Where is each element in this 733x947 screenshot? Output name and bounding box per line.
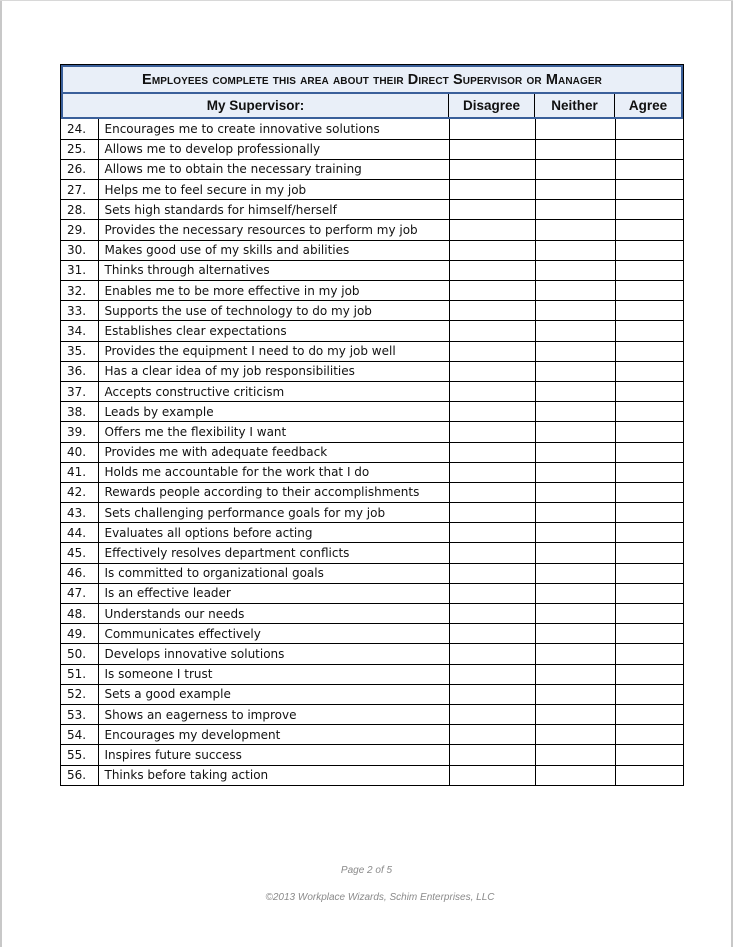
table-row xyxy=(61,644,683,664)
table-row xyxy=(61,442,683,462)
item-number: 43. xyxy=(61,503,98,523)
disagree-cell[interactable] xyxy=(449,139,535,159)
agree-cell[interactable] xyxy=(615,664,683,684)
item-number: 51. xyxy=(61,664,98,684)
item-statement: Is someone I trust xyxy=(98,664,449,684)
item-statement: Sets challenging performance goals for my job xyxy=(98,503,449,523)
disagree-cell[interactable] xyxy=(449,644,535,664)
item-number: 42. xyxy=(61,482,98,502)
neither-cell[interactable] xyxy=(535,361,615,381)
agree-cell[interactable] xyxy=(615,341,683,361)
neither-cell[interactable] xyxy=(535,482,615,502)
item-statement: Is committed to organizational goals xyxy=(98,563,449,583)
agree-cell[interactable] xyxy=(615,704,683,724)
neither-cell[interactable] xyxy=(535,644,615,664)
item-number: 26. xyxy=(61,159,98,179)
neither-cell[interactable] xyxy=(535,402,615,422)
item-statement: Encourages my development xyxy=(98,725,449,745)
item-statement: Effectively resolves department conflicts xyxy=(98,543,449,563)
agree-cell[interactable] xyxy=(615,180,683,200)
col-header-statement: My Supervisor: xyxy=(63,94,449,117)
disagree-cell[interactable] xyxy=(449,422,535,442)
item-number: 28. xyxy=(61,200,98,220)
agree-cell[interactable] xyxy=(615,745,683,765)
table-row xyxy=(61,704,683,724)
page-number: Page 2 of 5 xyxy=(340,865,393,876)
neither-cell[interactable] xyxy=(535,745,615,765)
item-statement: Provides the necessary resources to perform my job xyxy=(98,220,449,240)
agree-cell[interactable] xyxy=(615,563,683,583)
disagree-cell[interactable] xyxy=(449,462,535,482)
neither-cell[interactable] xyxy=(535,684,615,704)
item-number: 47. xyxy=(61,583,98,603)
disagree-cell[interactable] xyxy=(449,624,535,644)
item-statement: Thinks through alternatives xyxy=(98,260,449,280)
item-statement: Is an effective leader xyxy=(98,583,449,603)
table-row xyxy=(61,523,683,543)
table-row xyxy=(61,604,683,624)
disagree-cell[interactable] xyxy=(449,704,535,724)
neither-cell[interactable] xyxy=(535,240,615,260)
item-number: 34. xyxy=(61,321,98,341)
agree-cell[interactable] xyxy=(615,462,683,482)
item-statement: Has a clear idea of my job responsibilities xyxy=(98,361,449,381)
item-statement: Holds me accountable for the work that I do xyxy=(98,462,449,482)
agree-cell[interactable] xyxy=(615,381,683,401)
section-title: Employees complete this area about their Direct Supervisor or Manager xyxy=(61,65,683,94)
table-row xyxy=(61,119,683,139)
item-number: 25. xyxy=(61,139,98,159)
neither-cell[interactable] xyxy=(535,442,615,462)
agree-cell[interactable] xyxy=(615,361,683,381)
item-number: 32. xyxy=(61,281,98,301)
neither-cell[interactable] xyxy=(535,462,615,482)
neither-cell[interactable] xyxy=(535,725,615,745)
item-statement: Helps me to feel secure in my job xyxy=(98,180,449,200)
item-statement: Evaluates all options before acting xyxy=(98,523,449,543)
neither-cell[interactable] xyxy=(535,260,615,280)
disagree-cell[interactable] xyxy=(449,200,535,220)
disagree-cell[interactable] xyxy=(449,563,535,583)
item-statement: Supports the use of technology to do my job xyxy=(98,301,449,321)
item-number: 56. xyxy=(61,765,98,785)
item-statement: Sets a good example xyxy=(98,684,449,704)
item-statement: Enables me to be more effective in my job xyxy=(98,281,449,301)
neither-cell[interactable] xyxy=(535,119,615,139)
item-number: 54. xyxy=(61,725,98,745)
item-number: 40. xyxy=(61,442,98,462)
agree-cell[interactable] xyxy=(615,200,683,220)
agree-cell[interactable] xyxy=(615,644,683,664)
neither-cell[interactable] xyxy=(535,543,615,563)
item-statement: Makes good use of my skills and abilities xyxy=(98,240,449,260)
table-row xyxy=(61,240,683,260)
agree-cell[interactable] xyxy=(615,583,683,603)
table-row xyxy=(61,341,683,361)
agree-cell[interactable] xyxy=(615,220,683,240)
table-row xyxy=(61,543,683,563)
item-number: 50. xyxy=(61,644,98,664)
page-edge-top xyxy=(0,0,733,1)
disagree-cell[interactable] xyxy=(449,482,535,502)
page-edge-left xyxy=(0,0,2,947)
table-row xyxy=(61,260,683,280)
agree-cell[interactable] xyxy=(615,442,683,462)
item-number: 37. xyxy=(61,381,98,401)
item-number: 41. xyxy=(61,462,98,482)
neither-cell[interactable] xyxy=(535,159,615,179)
item-number: 31. xyxy=(61,260,98,280)
agree-cell[interactable] xyxy=(615,321,683,341)
table-row xyxy=(61,745,683,765)
item-number: 38. xyxy=(61,402,98,422)
item-statement: Provides me with adequate feedback xyxy=(98,442,449,462)
copyright-notice: ©2013 Workplace Wizards, Schim Enterprises, LLC xyxy=(265,892,495,903)
item-statement: Sets high standards for himself/herself xyxy=(98,200,449,220)
agree-cell[interactable] xyxy=(615,301,683,321)
agree-cell[interactable] xyxy=(615,684,683,704)
disagree-cell[interactable] xyxy=(449,321,535,341)
agree-cell[interactable] xyxy=(615,604,683,624)
item-statement: Shows an eagerness to improve xyxy=(98,704,449,724)
item-statement: Offers me the flexibility I want xyxy=(98,422,449,442)
disagree-cell[interactable] xyxy=(449,159,535,179)
item-statement: Allows me to obtain the necessary training xyxy=(98,159,449,179)
item-statement: Encourages me to create innovative solutions xyxy=(98,119,449,139)
neither-cell[interactable] xyxy=(535,321,615,341)
neither-cell[interactable] xyxy=(535,765,615,785)
table-row xyxy=(61,563,683,583)
table-row xyxy=(61,725,683,745)
agree-cell[interactable] xyxy=(615,281,683,301)
table-row xyxy=(61,765,683,785)
neither-cell[interactable] xyxy=(535,341,615,361)
item-statement: Accepts constructive criticism xyxy=(98,381,449,401)
neither-cell[interactable] xyxy=(535,139,615,159)
neither-cell[interactable] xyxy=(535,604,615,624)
table-row xyxy=(61,200,683,220)
item-statement: Establishes clear expectations xyxy=(98,321,449,341)
item-number: 33. xyxy=(61,301,98,321)
item-number: 53. xyxy=(61,704,98,724)
disagree-cell[interactable] xyxy=(449,281,535,301)
disagree-cell[interactable] xyxy=(449,523,535,543)
disagree-cell[interactable] xyxy=(449,220,535,240)
disagree-cell[interactable] xyxy=(449,543,535,563)
disagree-cell[interactable] xyxy=(449,664,535,684)
disagree-cell[interactable] xyxy=(449,684,535,704)
disagree-cell[interactable] xyxy=(449,180,535,200)
disagree-cell[interactable] xyxy=(449,583,535,603)
agree-cell[interactable] xyxy=(615,159,683,179)
table-row xyxy=(61,381,683,401)
item-statement: Communicates effectively xyxy=(98,624,449,644)
agree-cell[interactable] xyxy=(615,624,683,644)
table-row xyxy=(61,503,683,523)
agree-cell[interactable] xyxy=(615,119,683,139)
disagree-cell[interactable] xyxy=(449,765,535,785)
neither-cell[interactable] xyxy=(535,220,615,240)
item-number: 27. xyxy=(61,180,98,200)
table-row xyxy=(61,159,683,179)
disagree-cell[interactable] xyxy=(449,503,535,523)
item-statement: Allows me to develop professionally xyxy=(98,139,449,159)
table-row xyxy=(61,624,683,644)
neither-cell[interactable] xyxy=(535,523,615,543)
neither-cell[interactable] xyxy=(535,664,615,684)
neither-cell[interactable] xyxy=(535,180,615,200)
neither-cell[interactable] xyxy=(535,503,615,523)
item-number: 48. xyxy=(61,604,98,624)
item-statement: Rewards people according to their accomplishments xyxy=(98,482,449,502)
item-number: 45. xyxy=(61,543,98,563)
agree-cell[interactable] xyxy=(615,422,683,442)
item-number: 55. xyxy=(61,745,98,765)
item-number: 24. xyxy=(61,119,98,139)
item-statement: Leads by example xyxy=(98,402,449,422)
table-row xyxy=(61,482,683,502)
table-row xyxy=(61,422,683,442)
table-row xyxy=(61,180,683,200)
neither-cell[interactable] xyxy=(535,422,615,442)
item-statement: Understands our needs xyxy=(98,604,449,624)
item-statement: Develops innovative solutions xyxy=(98,644,449,664)
table-row xyxy=(61,301,683,321)
table-row xyxy=(61,361,683,381)
disagree-cell[interactable] xyxy=(449,361,535,381)
table-row xyxy=(61,684,683,704)
item-number: 29. xyxy=(61,220,98,240)
item-statement: Inspires future success xyxy=(98,745,449,765)
disagree-cell[interactable] xyxy=(449,402,535,422)
col-header-neither: Neither xyxy=(535,94,615,117)
agree-cell[interactable] xyxy=(615,523,683,543)
disagree-cell[interactable] xyxy=(449,341,535,361)
disagree-cell[interactable] xyxy=(449,301,535,321)
item-number: 52. xyxy=(61,684,98,704)
disagree-cell[interactable] xyxy=(449,745,535,765)
item-number: 30. xyxy=(61,240,98,260)
disagree-cell[interactable] xyxy=(449,442,535,462)
agree-cell[interactable] xyxy=(615,725,683,745)
neither-cell[interactable] xyxy=(535,624,615,644)
agree-cell[interactable] xyxy=(615,139,683,159)
table-row xyxy=(61,402,683,422)
agree-cell[interactable] xyxy=(615,240,683,260)
disagree-cell[interactable] xyxy=(449,381,535,401)
neither-cell[interactable] xyxy=(535,200,615,220)
table-row xyxy=(61,281,683,301)
neither-cell[interactable] xyxy=(535,563,615,583)
agree-cell[interactable] xyxy=(615,543,683,563)
item-number: 46. xyxy=(61,563,98,583)
agree-cell[interactable] xyxy=(615,260,683,280)
disagree-cell[interactable] xyxy=(449,725,535,745)
item-statement: Thinks before taking action xyxy=(98,765,449,785)
neither-cell[interactable] xyxy=(535,704,615,724)
agree-cell[interactable] xyxy=(615,482,683,502)
neither-cell[interactable] xyxy=(535,281,615,301)
neither-cell[interactable] xyxy=(535,381,615,401)
item-number: 39. xyxy=(61,422,98,442)
table-row xyxy=(61,220,683,240)
col-header-disagree: Disagree xyxy=(449,94,535,117)
disagree-cell[interactable] xyxy=(449,240,535,260)
col-header-agree: Agree xyxy=(628,98,668,113)
agree-cell[interactable] xyxy=(615,402,683,422)
agree-cell[interactable] xyxy=(615,765,683,785)
neither-cell[interactable] xyxy=(535,301,615,321)
survey-items xyxy=(61,119,683,785)
item-number: 44. xyxy=(61,523,98,543)
table-row xyxy=(61,583,683,603)
item-number: 35. xyxy=(61,341,98,361)
neither-cell[interactable] xyxy=(535,583,615,603)
survey-table xyxy=(60,64,684,786)
table-row xyxy=(61,462,683,482)
agree-cell[interactable] xyxy=(615,503,683,523)
item-statement: Provides the equipment I need to do my job well xyxy=(98,341,449,361)
disagree-cell[interactable] xyxy=(449,119,535,139)
table-row xyxy=(61,664,683,684)
disagree-cell[interactable] xyxy=(449,604,535,624)
table-row xyxy=(61,139,683,159)
item-number: 36. xyxy=(61,361,98,381)
column-header-row xyxy=(61,94,683,119)
table-row xyxy=(61,321,683,341)
disagree-cell[interactable] xyxy=(449,260,535,280)
item-number: 49. xyxy=(61,624,98,644)
